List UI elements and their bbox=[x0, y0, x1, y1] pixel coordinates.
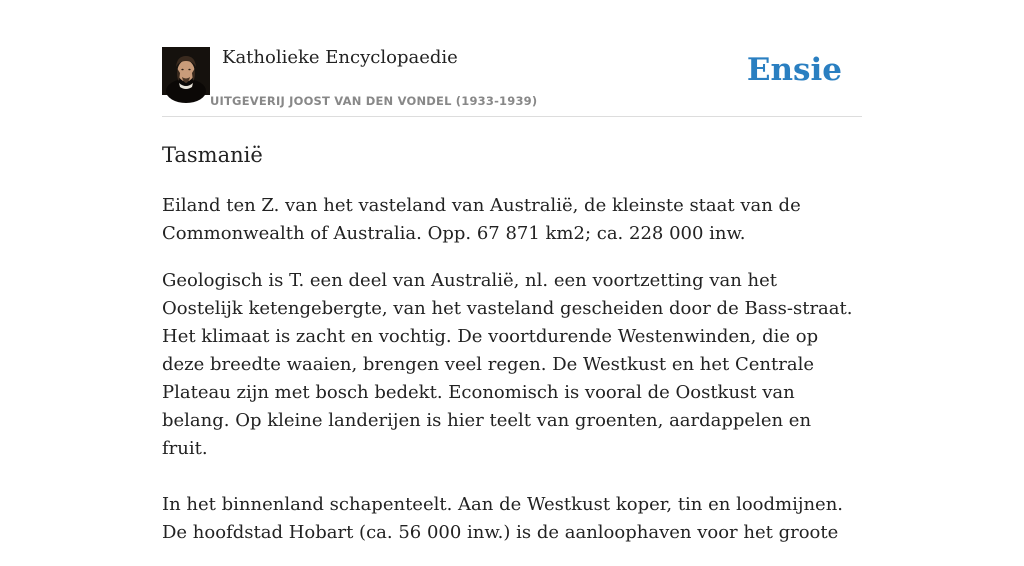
article-paragraph: Geologisch is T. een deel van Australië, nl. een voortzetting van het Oostelijk ketengebergte, van het vasteland gescheiden door de Bass-straat. Het klimaat is zacht en vochtig. De voortdurende Westenwinden, die op deze breedte waaien, brengen veel regen. De Westkust en het Centrale Plateau zijn met bosch bedekt. Economisch is vooral de Oostkust van belang. Op kleine landerijen is hier teelt van groenten, aardappelen en fruit. bbox=[162, 270, 853, 459]
article-body bbox=[162, 192, 862, 566]
article-paragraph: In het binnenland schapenteelt. Aan de Westkust koper, tin en loodmijnen. De hoofdstad Hobart (ca. 56 000 inw.) is de aanloophaven voor het groote bbox=[162, 494, 844, 543]
page-container bbox=[162, 0, 862, 543]
ensie-logo[interactable]: Ensie bbox=[746, 52, 842, 88]
article-paragraph: Eiland ten Z. van het vasteland van Australië, de kleinste staat van de Commonwealth of Australia. Opp. 67 871 km2; ca. 228 000 inw. bbox=[162, 195, 801, 244]
article-title: Tasmanië bbox=[162, 143, 263, 167]
site-header bbox=[162, 0, 862, 117]
portrait-avatar-icon[interactable] bbox=[162, 47, 210, 95]
site-title[interactable]: Katholieke Encyclopaedie bbox=[222, 47, 458, 68]
publisher-label: UITGEVERIJ JOOST VAN DEN VONDEL (1933-1939) bbox=[210, 94, 538, 108]
